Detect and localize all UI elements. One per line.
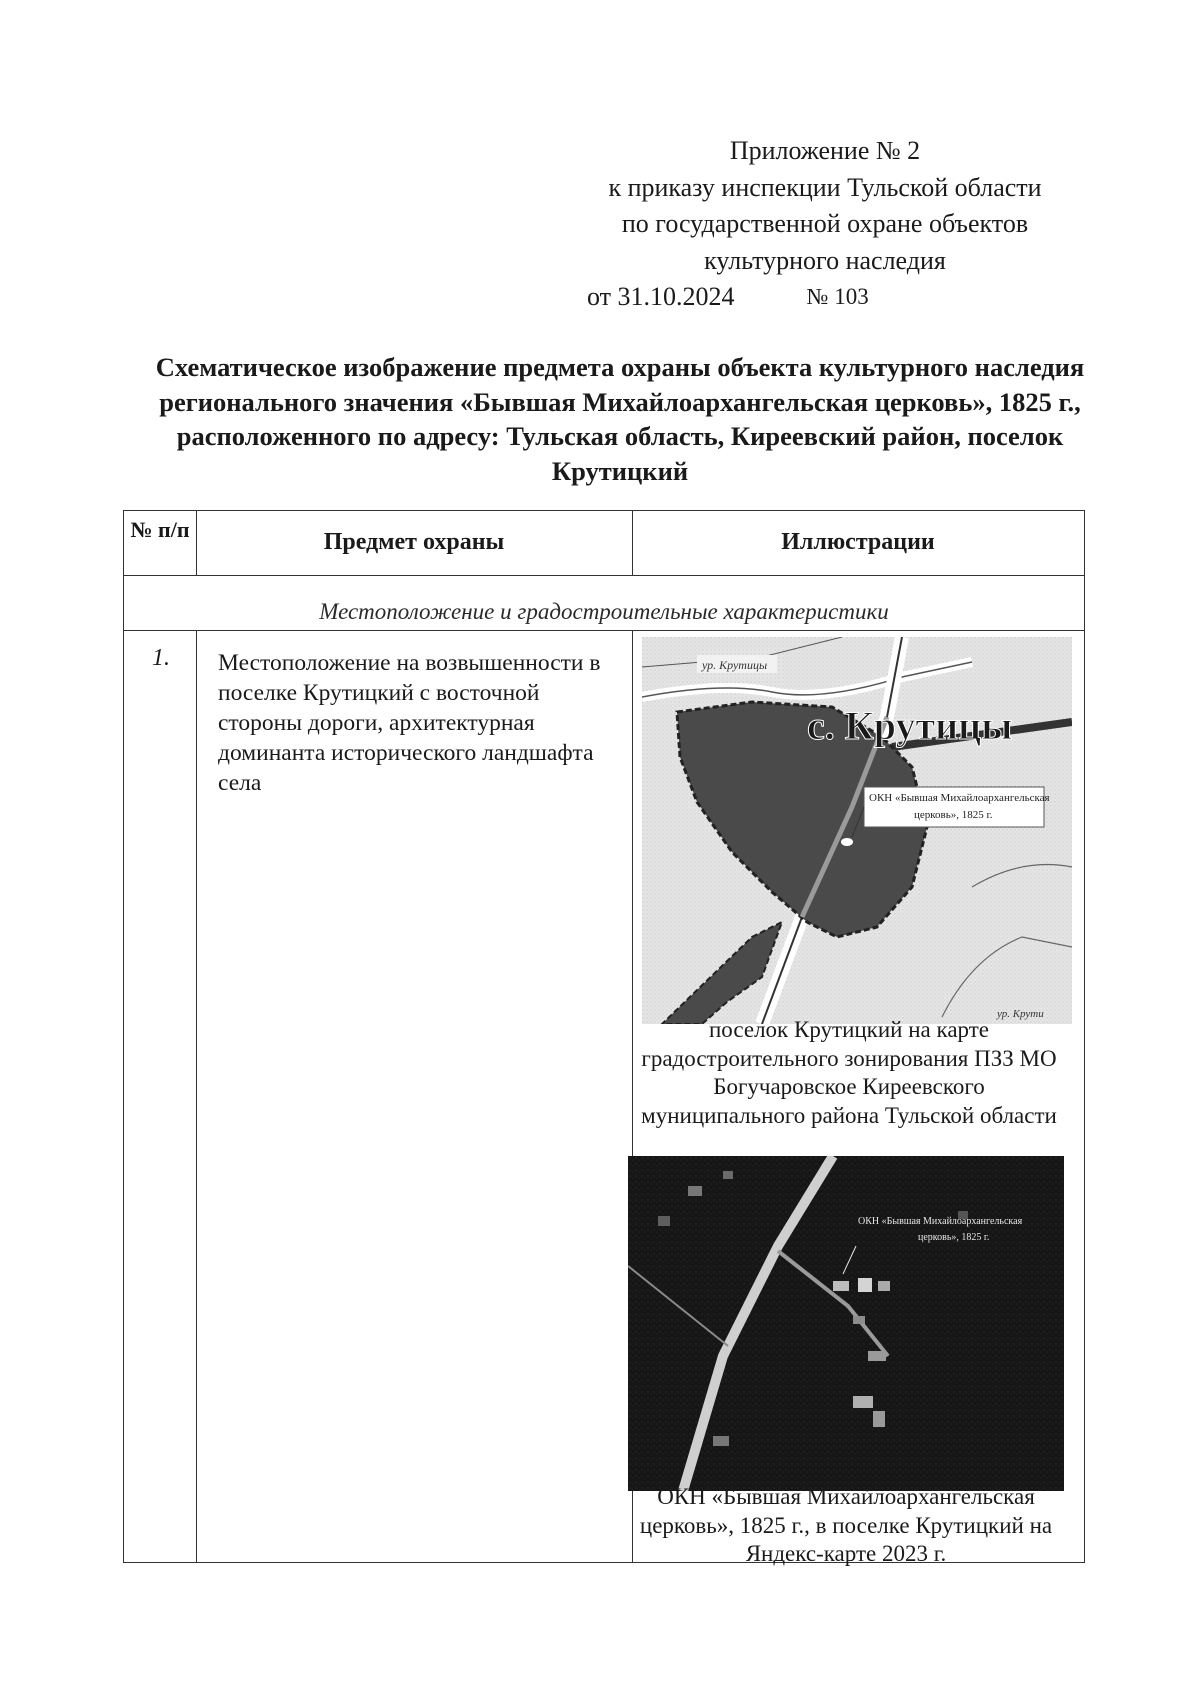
- map-road-label-top: ур. Крутицы: [702, 658, 768, 672]
- order-number: № 103: [806, 284, 869, 309]
- order-reference-cont: по государственной охране объектов: [621, 209, 1029, 238]
- map-okn-label: ОКН «Бывшая Михайлоархангельская: [869, 792, 1050, 804]
- satellite-map: [628, 1156, 1064, 1491]
- order-reference: к приказу инспекции Тульской области: [608, 172, 1042, 202]
- order-reference-end: культурного наследия: [704, 245, 946, 275]
- satellite-okn-label-2: церковь», 1825 г.: [918, 1232, 990, 1243]
- map-okn-label-2: церковь», 1825 г.: [914, 809, 993, 821]
- column-header-number: № п/п: [130, 517, 190, 542]
- protection-table: [123, 510, 1085, 1566]
- satellite-okn-label: ОКН «Бывшая Михайлоархангельская: [858, 1216, 1023, 1227]
- appendix-header: [565, 133, 1085, 316]
- map-village-label: с. Крутицы: [807, 703, 1013, 748]
- column-header-illustrations: Иллюстрации: [781, 529, 935, 555]
- satellite-map-caption: ОКН «Бывшая Михайлоархангельская церковь», 1825 г., в поселке Крутицкий на Яндекс-карте 2023 г.: [639, 1484, 1053, 1566]
- row-number: 1.: [152, 645, 170, 671]
- order-date-line: [565, 279, 1085, 316]
- row-description: Местоположение на возвышенности в поселке Крутицкий с восточной стороны дороги, архитектурная доминанта исторического ландшафта села: [218, 650, 601, 796]
- map-road-label-bottom: ур. Крути: [997, 1008, 1044, 1020]
- zoning-map-caption: поселок Крутицкий на карте градостроительного зонирования ПЗЗ МО Богучаровское Киреевского муниципального района Тульской области: [641, 1017, 1057, 1128]
- appendix-number: Приложение № 2: [729, 136, 921, 165]
- document-title: Схематическое изображение предмета охраны объекта культурного наследия регионального значения «Бывшая Михайлоархангельская церковь», 1825 г., расположенного по адресу: Тульская область, Киреевский район, поселок Крутицкий: [155, 352, 1085, 486]
- section-heading: Местоположение и градостроительные характеристики: [319, 599, 889, 624]
- column-header-subject: Предмет охраны: [323, 529, 505, 555]
- order-date: от 31.10.2024: [587, 282, 735, 311]
- zoning-map: [642, 637, 1072, 1024]
